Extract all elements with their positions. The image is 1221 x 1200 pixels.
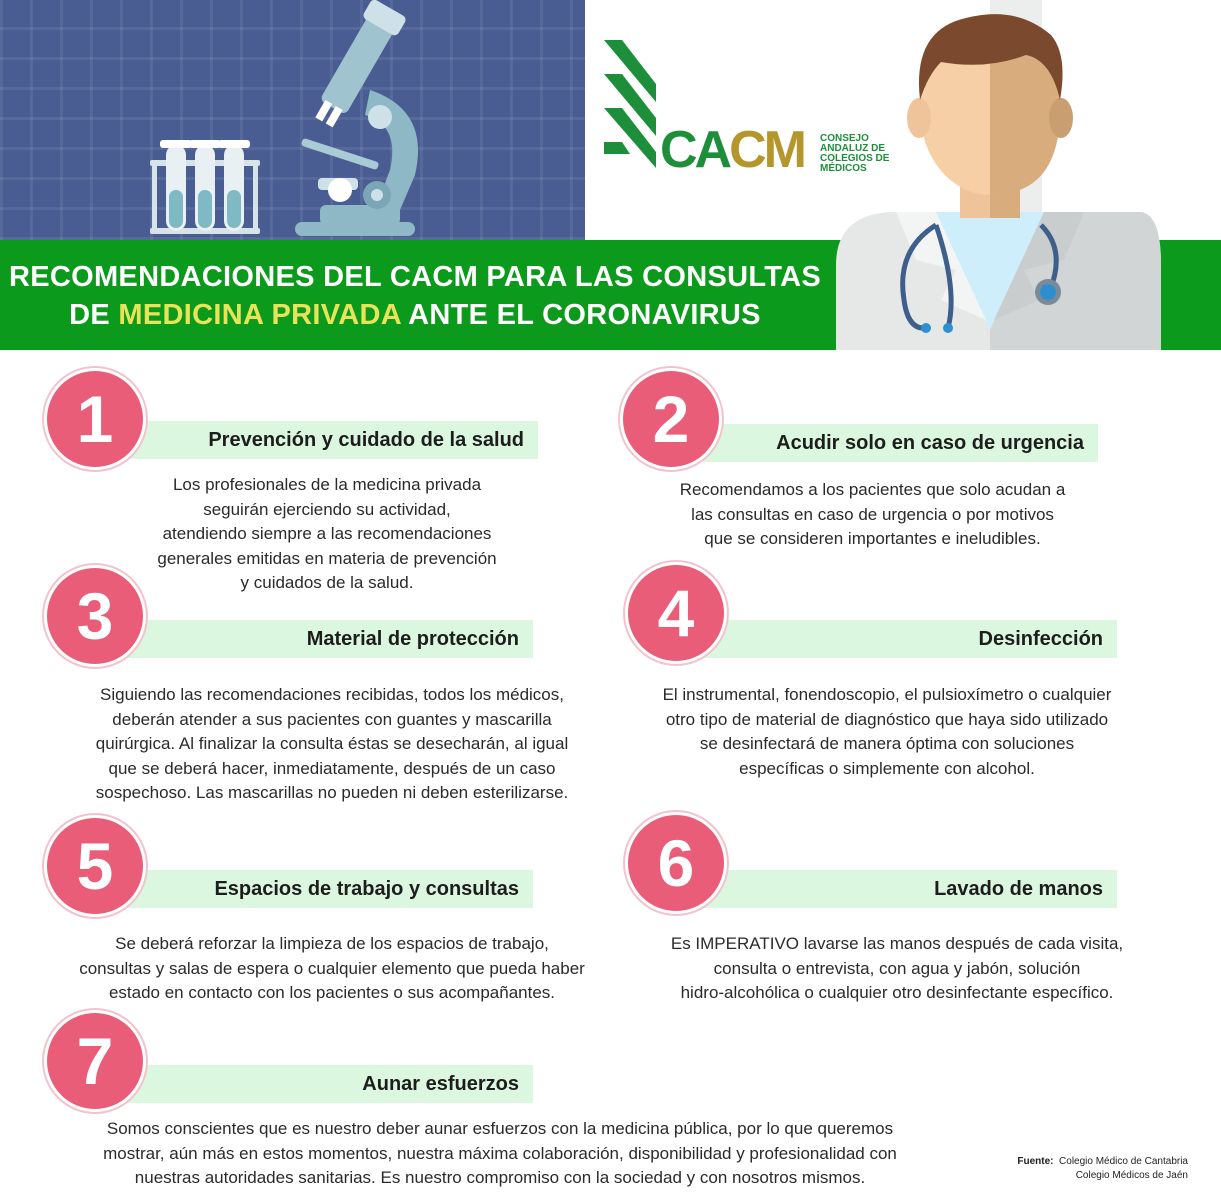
item-number-circle: 3	[44, 565, 146, 667]
item-heading: Desinfección	[702, 620, 1117, 658]
title-highlight: MEDICINA PRIVADA	[118, 299, 401, 331]
item-number-circle: 4	[625, 562, 727, 664]
item-body-line: Los profesionales de la medicina privada	[172, 475, 482, 494]
item-body-line: otro tipo de material de diagnóstico que haya sido utilizado	[665, 709, 1109, 729]
cacm-wordmark	[660, 121, 804, 179]
item-body-line: deberán atender a sus pacientes con guantes y mascarilla	[112, 709, 552, 729]
lab-illustration	[0, 0, 585, 240]
item-body-line: que se consideren importantes e ineludibles.	[704, 529, 1041, 548]
item-number-circle: 5	[44, 815, 146, 917]
cacm-logo-mark-icon	[600, 36, 660, 171]
title-prefix: DE	[69, 299, 111, 331]
item-body-line: mostrar, aún más en estos momentos, nuestra máxima colaboración, disponibilidad y profesionalidad con	[103, 1143, 897, 1163]
microscope-icon	[295, 0, 418, 236]
item-number-circle: 6	[625, 812, 727, 914]
item-body-line: consulta o entrevista, con agua y jabón, solución	[713, 958, 1081, 978]
item-body-line: se desinfectará de manera óptima con soluciones	[699, 734, 1075, 753]
item-body-line: específicas o simplemente con alcohol.	[739, 758, 1035, 778]
header-banner	[0, 0, 1221, 350]
logo-sub-line: CONSEJO	[820, 133, 869, 144]
source-label: Fuente:	[1017, 1156, 1054, 1167]
logo-ca: CA	[660, 121, 730, 179]
logo-sub-line: COLEGIOS DE	[820, 153, 890, 164]
logo-sub-line: MÉDICOS	[820, 163, 867, 174]
item-body-line: consultas y salas de espera o cualquier elemento que pueda haber	[79, 958, 585, 978]
item-body-line: y cuidados de la salud.	[240, 573, 414, 592]
item-body	[620, 478, 1125, 552]
item-body	[617, 932, 1177, 1006]
item-number-circle: 1	[44, 368, 146, 470]
item-heading: Lavado de manos	[702, 870, 1117, 908]
item-body-line: hidro-alcohólica o cualquier otro desinfectante específico.	[680, 983, 1114, 1002]
item-heading: Prevención y cuidado de la salud	[120, 421, 538, 459]
item-body	[47, 683, 617, 806]
item-body-line: quirúrgica. Al finalizar la consulta éstas se desecharán, al igual	[95, 734, 569, 753]
item-body-line: atendiendo siempre a las recomendaciones	[162, 524, 492, 543]
item-body-line: seguirán ejerciendo su actividad,	[203, 499, 451, 519]
source-line-1	[1017, 1155, 1188, 1169]
item-body-line: las consultas en caso de urgencia o por motivos	[691, 504, 1054, 524]
item-heading: Acudir solo en caso de urgencia	[697, 424, 1098, 462]
title-suffix: ANTE EL CORONAVIRUS	[408, 299, 761, 331]
item-body-line: estado en contacto con los pacientes o sus acompañantes.	[108, 983, 556, 1002]
item-heading: Material de protección	[120, 620, 533, 658]
doctor-icon	[836, 14, 1161, 350]
item-body-line: Siguiendo las recomendaciones recibidas, todos los médicos,	[100, 685, 564, 704]
item-body-line: sospechoso. Las mascarillas no pueden ni deben esterilizarse.	[95, 783, 569, 802]
item-body	[20, 1117, 980, 1191]
test-tubes-icon	[150, 140, 260, 234]
logo-cm: CM	[729, 121, 804, 179]
item-body-line: Somos conscientes que es nuestro deber aunar esfuerzos con la medicina pública, por lo que queremos	[106, 1119, 894, 1138]
source-name-2: Colegio Médicos de Jaén	[1075, 1170, 1188, 1181]
page-title	[0, 258, 830, 334]
item-body-line: que se deberá hacer, inmediatamente, después de un caso	[108, 758, 556, 778]
item-body-line: Se deberá reforzar la limpieza de los espacios de trabajo,	[115, 934, 549, 953]
item-body	[22, 932, 642, 1006]
item-body-line: nuestras autoridades sanitarias. Es nuestro compromiso con la sociedad y con nosotros mismos.	[134, 1168, 866, 1187]
logo-sub-line: ANDALUZ DE	[820, 143, 885, 154]
item-number-circle: 2	[620, 368, 722, 470]
item-body-line: generales emitidas en materia de prevención	[157, 548, 497, 568]
title-line-1: RECOMENDACIONES DEL CACM PARA LAS CONSULTAS	[8, 261, 822, 293]
source-name-1: Colegio Médico de Cantabria	[1059, 1156, 1188, 1167]
source-note	[1017, 1155, 1188, 1183]
item-heading: Espacios de trabajo y consultas	[120, 870, 533, 908]
item-body-line: Es IMPERATIVO lavarse las manos después de cada visita,	[670, 934, 1124, 953]
item-number-circle: 7	[44, 1010, 146, 1112]
item-body-line: Recomendamos a los pacientes que solo acudan a	[679, 480, 1066, 499]
title-line-2	[0, 296, 830, 334]
doctor-illustration	[836, 0, 1221, 350]
item-body	[617, 683, 1157, 781]
item-body-line: El instrumental, fonendoscopio, el pulsioxímetro o cualquier	[662, 685, 1112, 704]
item-body	[77, 473, 577, 596]
item-heading: Aunar esfuerzos	[120, 1065, 533, 1103]
